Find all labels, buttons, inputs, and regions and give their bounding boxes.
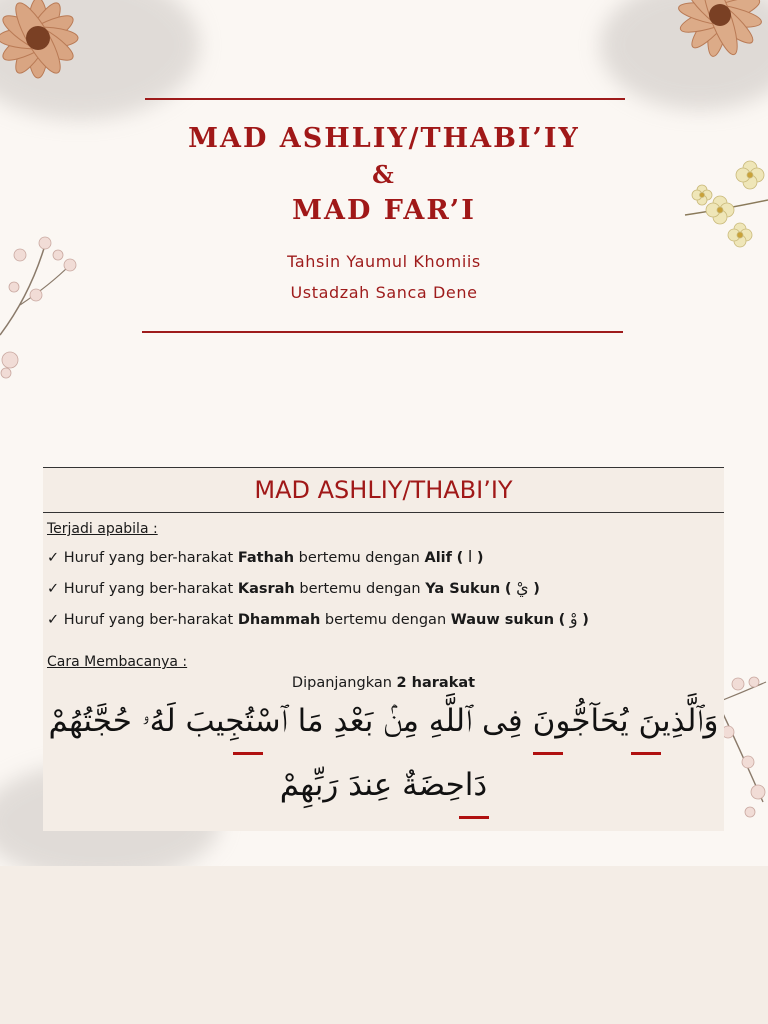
- content-panel: [43, 467, 724, 831]
- check-icon: ✓: [47, 550, 60, 566]
- flower-decoration-icon: [640, 0, 768, 90]
- title-line-2: MAD FAR’I: [292, 195, 476, 226]
- check-icon: ✓: [47, 612, 60, 628]
- bottom-divider: [142, 331, 623, 333]
- mad-underline: [233, 752, 263, 755]
- title-line-1: MAD ASHLIY/THABI’IY: [188, 123, 580, 154]
- cover-slide: [0, 0, 768, 432]
- reading-label: Cara Membacanya :: [47, 654, 188, 670]
- check-icon: ✓: [47, 581, 60, 597]
- reading-rule: Dipanjangkan 2 harakat: [291, 675, 476, 691]
- cover-title: [0, 118, 768, 232]
- bullet-fathah: ✓ Huruf yang ber-harakat Fathah bertemu dengan Alif ( ا ): [47, 547, 484, 566]
- bullet-dhammah: ✓ Huruf yang ber-harakat Dhammah bertemu dengan Wauw sukun ( وْ ): [47, 609, 589, 628]
- mad-underline: [459, 816, 489, 819]
- verse-line-2: دَاحِضَةٌ عِندَ رَبِّهِمْ: [279, 767, 488, 803]
- flower-decoration-icon: [0, 0, 120, 110]
- subtitle-teacher: Ustadzah Sanca Dene: [290, 283, 478, 302]
- subtitle-class: Tahsin Yaumul Khomiis: [287, 252, 481, 271]
- content-slide: [0, 432, 768, 866]
- title-ampersand: &: [372, 160, 396, 189]
- conditions-label: Terjadi apabila :: [47, 521, 158, 537]
- mad-underline: [631, 752, 661, 755]
- flower-decoration-icon: [0, 225, 80, 385]
- section-header: MAD ASHLIY/THABI’IY: [43, 467, 724, 513]
- bullet-kasrah: ✓ Huruf yang ber-harakat Kasrah bertemu dengan Ya Sukun ( يْ ): [47, 578, 540, 597]
- top-divider: [145, 98, 625, 100]
- blank-slide: [0, 866, 768, 1024]
- mad-underline: [533, 752, 563, 755]
- verse-line-1: وَٱلَّذِينَ يُحَآجُّونَ فِى ٱللَّهِ مِنۢ بَعْدِ مَا ٱسْتُجِيبَ لَهُۥ حُجَّتُهُمْ: [48, 703, 719, 739]
